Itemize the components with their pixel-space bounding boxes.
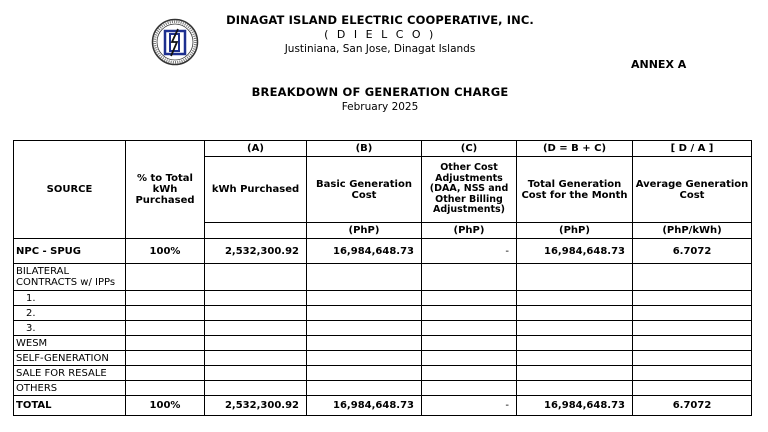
col-letter-avg: [ D / A ] <box>633 141 752 157</box>
header-other-cost: Other Cost Adjustments (DAA, NSS and Other Billing Adjustments) <box>422 157 517 223</box>
table-row-bilateral <box>14 264 752 291</box>
npc-basic: 16,984,648.73 <box>307 239 422 264</box>
organization-name: DINAGAT ISLAND ELECTRIC COOPERATIVE, INC. <box>226 13 534 27</box>
table-row-sub-2 <box>14 306 752 321</box>
npc-source: NPC - SPUG <box>14 239 126 264</box>
total-kwh: 2,532,300.92 <box>205 396 307 416</box>
organization-abbreviation: ( D I E L C O ) <box>324 28 436 41</box>
unit-basic: (PhP) <box>307 223 422 239</box>
npc-pct: 100% <box>126 239 205 264</box>
unit-other: (PhP) <box>422 223 517 239</box>
table-row-sub-1 <box>14 291 752 306</box>
generation-charge-table <box>13 140 752 416</box>
table-row-npc <box>14 239 752 264</box>
others-source: OTHERS <box>14 381 126 396</box>
npc-other: - <box>422 239 517 264</box>
sale-for-resale-source: SALE FOR RESALE <box>14 366 126 381</box>
table-row-wesm <box>14 336 752 351</box>
report-title: BREAKDOWN OF GENERATION CHARGE <box>251 85 509 99</box>
total-pct: 100% <box>126 396 205 416</box>
total-basic: 16,984,648.73 <box>307 396 422 416</box>
organization-address: Justiniana, San Jose, Dinagat Islands <box>284 43 476 55</box>
header-basic-gen: Basic Generation Cost <box>307 157 422 223</box>
sub-item-2: 2. <box>14 306 126 321</box>
sub-item-1: 1. <box>14 291 126 306</box>
col-letter-a: (A) <box>205 141 307 157</box>
npc-kwh: 2,532,300.92 <box>205 239 307 264</box>
header-kwh: kWh Purchased <box>205 157 307 223</box>
total-total-gen: 16,984,648.73 <box>517 396 633 416</box>
npc-avg: 6.7072 <box>633 239 752 264</box>
col-letter-d: (D = B + C) <box>517 141 633 157</box>
unit-avg: (PhP/kWh) <box>633 223 752 239</box>
table-row-sale-for-resale <box>14 366 752 381</box>
header-total-gen: Total Generation Cost for the Month <box>517 157 633 223</box>
wesm-source: WESM <box>14 336 126 351</box>
total-source: TOTAL <box>14 396 126 416</box>
table-row-others <box>14 381 752 396</box>
self-generation-source: SELF-GENERATION <box>14 351 126 366</box>
bilateral-source: BILATERAL CONTRACTS w/ IPPs <box>14 264 126 291</box>
table-row-sub-3 <box>14 321 752 336</box>
col-letter-b: (B) <box>307 141 422 157</box>
header-avg-gen: Average Generation Cost <box>633 157 752 223</box>
total-other: - <box>422 396 517 416</box>
table-row-self-generation <box>14 351 752 366</box>
col-letter-c: (C) <box>422 141 517 157</box>
sub-item-3: 3. <box>14 321 126 336</box>
total-avg: 6.7072 <box>633 396 752 416</box>
header-pct-total: % to Total kWh Purchased <box>126 141 205 239</box>
table-row-total <box>14 396 752 416</box>
unit-total: (PhP) <box>517 223 633 239</box>
header-source: SOURCE <box>14 141 126 239</box>
npc-total: 16,984,648.73 <box>517 239 633 264</box>
annex-label: ANNEX A <box>631 58 687 71</box>
report-period: February 2025 <box>341 101 419 113</box>
unit-blank <box>205 223 307 239</box>
